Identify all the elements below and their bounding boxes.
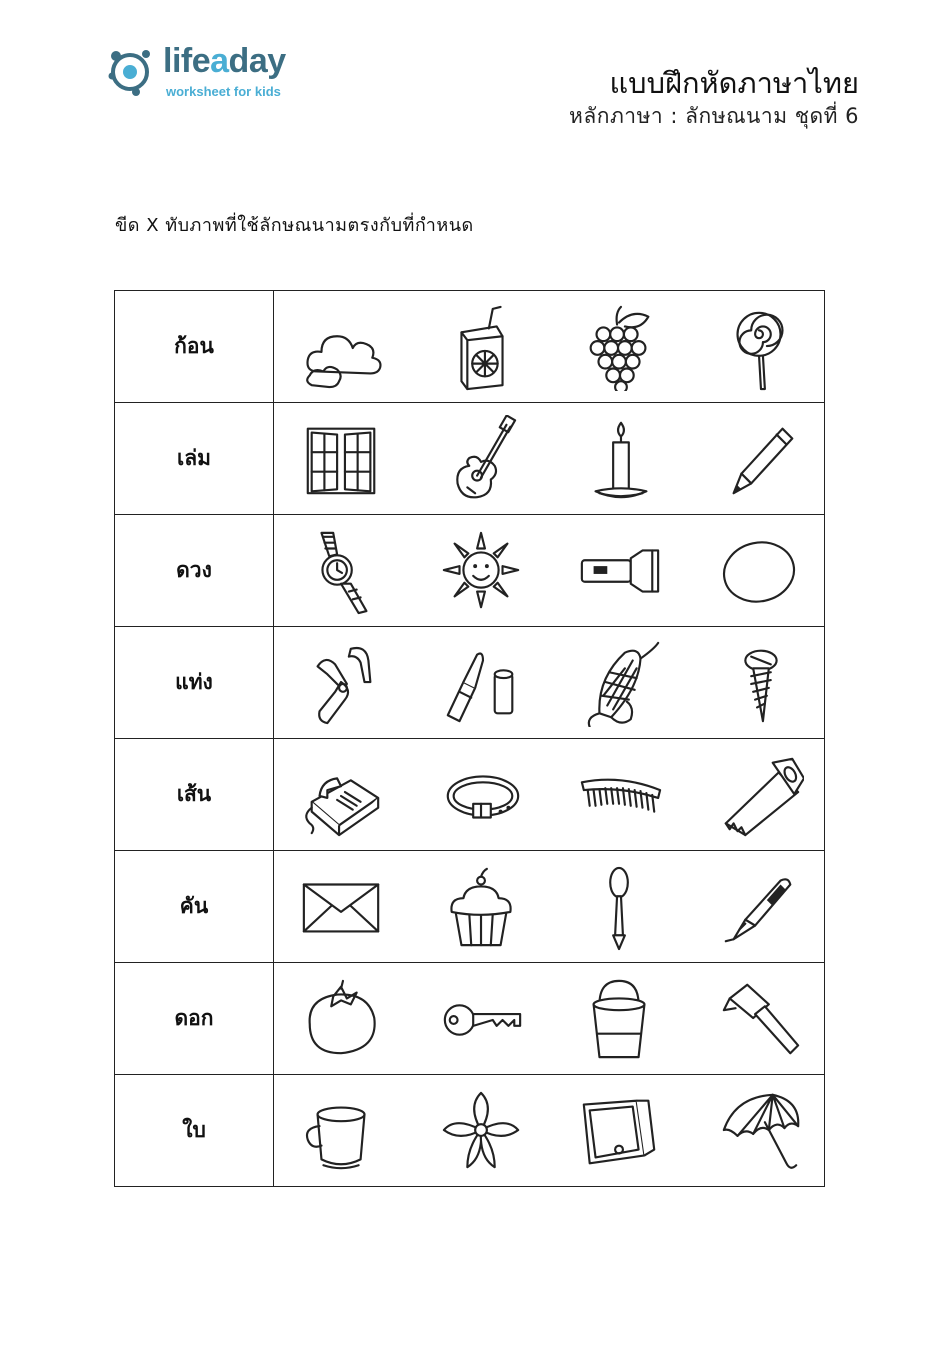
picture-choices xyxy=(274,963,825,1075)
umbrella-icon xyxy=(716,1087,804,1175)
exercise-row xyxy=(115,739,825,851)
comb-icon xyxy=(576,751,664,839)
hammer-icon[interactable] xyxy=(714,973,806,1065)
picture-choices xyxy=(274,1075,825,1187)
logo xyxy=(106,42,326,104)
exercise-table xyxy=(114,290,825,1187)
flashlight-icon xyxy=(576,527,664,615)
sun-icon xyxy=(438,527,526,615)
flower-icon[interactable] xyxy=(436,1085,528,1177)
window-icon[interactable] xyxy=(296,413,388,505)
exercise-row xyxy=(115,403,825,515)
pliers-icon[interactable] xyxy=(296,637,388,729)
saw-icon xyxy=(716,751,804,839)
screw-icon xyxy=(716,639,804,727)
classifier-word: เส้น xyxy=(115,739,274,851)
bucket-icon[interactable] xyxy=(574,973,666,1065)
logo-mark-icon xyxy=(106,44,162,100)
cup-icon[interactable] xyxy=(296,1085,388,1177)
tomato-icon xyxy=(298,975,386,1063)
classifier-word: แท่ง xyxy=(115,627,274,739)
grapes-icon xyxy=(576,303,664,391)
pliers-icon xyxy=(298,639,386,727)
envelope-icon xyxy=(298,863,386,951)
lollipop-icon[interactable] xyxy=(714,301,806,393)
saw-icon[interactable] xyxy=(714,749,806,841)
exercise-row xyxy=(115,515,825,627)
fountain-pen-icon xyxy=(716,863,804,951)
classifier-word: ดวง xyxy=(115,515,274,627)
umbrella-icon[interactable] xyxy=(714,1085,806,1177)
flower-icon xyxy=(438,1087,526,1175)
cupcake-icon[interactable] xyxy=(436,861,528,953)
fountain-pen-icon[interactable] xyxy=(714,861,806,953)
tomato-icon[interactable] xyxy=(296,973,388,1065)
picture-choices xyxy=(274,851,825,963)
telephone-icon xyxy=(298,751,386,839)
instruction-text: ขีด X ทับภาพที่ใช้ลักษณนามตรงกับที่กำหนด xyxy=(115,215,474,236)
cupcake-icon xyxy=(438,863,526,951)
bucket-icon xyxy=(576,975,664,1063)
classifier-word: ก้อน xyxy=(115,291,274,403)
egg-icon xyxy=(716,527,804,615)
picture-choices xyxy=(274,291,825,403)
spoon-icon xyxy=(576,863,664,951)
exercise-row xyxy=(115,627,825,739)
candle-icon xyxy=(576,415,664,503)
key-icon[interactable] xyxy=(436,973,528,1065)
juice-box-icon xyxy=(438,303,526,391)
comb-icon[interactable] xyxy=(574,749,666,841)
classifier-word: เล่ม xyxy=(115,403,274,515)
spoon-icon[interactable] xyxy=(574,861,666,953)
juice-box-icon[interactable] xyxy=(436,301,528,393)
belt-icon xyxy=(438,751,526,839)
cloud-icon[interactable] xyxy=(296,301,388,393)
cloud-icon xyxy=(298,303,386,391)
picture-choices xyxy=(274,739,825,851)
pencil-icon xyxy=(716,415,804,503)
logo-tagline: worksheet for kids xyxy=(166,84,281,99)
worksheet-title: แบบฝึกหัดภาษาไทย xyxy=(609,66,859,100)
flashlight-icon[interactable] xyxy=(574,525,666,617)
grapes-icon[interactable] xyxy=(574,301,666,393)
picture-choices xyxy=(274,627,825,739)
worksheet-subtitle: หลักภาษา : ลักษณนาม ชุดที่ 6 xyxy=(569,104,859,128)
lipstick-icon[interactable] xyxy=(436,637,528,729)
handkerchief-icon[interactable] xyxy=(574,1085,666,1177)
classifier-word: ใบ xyxy=(115,1075,274,1187)
picture-choices xyxy=(274,515,825,627)
handkerchief-icon xyxy=(576,1087,664,1175)
classifier-word: คัน xyxy=(115,851,274,963)
hammer-icon xyxy=(716,975,804,1063)
classifier-word: ดอก xyxy=(115,963,274,1075)
logo-wordmark: lifeaday xyxy=(163,42,286,80)
guitar-icon xyxy=(438,415,526,503)
picture-choices xyxy=(274,403,825,515)
cup-icon xyxy=(298,1087,386,1175)
lipstick-icon xyxy=(438,639,526,727)
window-icon xyxy=(298,415,386,503)
telephone-icon[interactable] xyxy=(296,749,388,841)
exercise-row xyxy=(115,963,825,1075)
exercise-row xyxy=(115,291,825,403)
screw-icon[interactable] xyxy=(714,637,806,729)
egg-icon[interactable] xyxy=(714,525,806,617)
key-icon xyxy=(438,975,526,1063)
exercise-row xyxy=(115,1075,825,1187)
wristwatch-icon[interactable] xyxy=(296,525,388,617)
corn-icon xyxy=(576,639,664,727)
pencil-icon[interactable] xyxy=(714,413,806,505)
candle-icon[interactable] xyxy=(574,413,666,505)
corn-icon[interactable] xyxy=(574,637,666,729)
sun-icon[interactable] xyxy=(436,525,528,617)
wristwatch-icon xyxy=(298,527,386,615)
lollipop-icon xyxy=(716,303,804,391)
guitar-icon[interactable] xyxy=(436,413,528,505)
envelope-icon[interactable] xyxy=(296,861,388,953)
exercise-row xyxy=(115,851,825,963)
belt-icon[interactable] xyxy=(436,749,528,841)
